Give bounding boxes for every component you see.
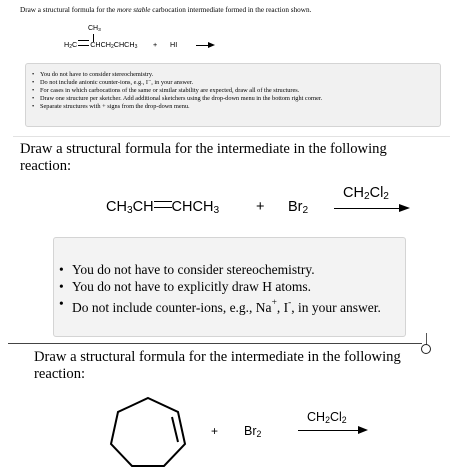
q1-methyl-label: $CH_3$ [88, 25, 101, 33]
q2-heading: Draw a structural formula for the intermediate in the following reaction: [20, 141, 387, 174]
q1-note-4: • Draw one structure per sketcher. Add additional sketchers using the drop-down menu in the bottom right corner. [40, 95, 440, 103]
q1-note-3: • For cases in which carbocations of the same or similar stability are expected, draw all of the structures. [40, 87, 440, 95]
q2-reaction-arrow [334, 208, 400, 209]
q3-plus: + [211, 424, 219, 438]
q1-reagent: HI [170, 40, 178, 49]
q3-solvent: $CH_2Cl_2$ [307, 410, 347, 425]
q2-instructions-box [53, 237, 406, 337]
q1-plus: + [153, 40, 158, 49]
q1-prompt: Draw a structural formula for the more stable carbocation intermediate formed in the reaction shown. [20, 6, 312, 14]
q2-note-3: • Do not include counter-ions, e.g., Na+, I-, in your answer. [72, 295, 405, 316]
q2-reagent: $Br_2$ [288, 199, 309, 217]
q3-reagent: $Br_2$ [244, 424, 262, 439]
q2-solvent: $CH_2Cl_2$ [343, 185, 389, 203]
q2-plus: + [256, 199, 265, 215]
q1-reactant: $H_2C$ $CHCH_2CHCH_3$ [64, 40, 138, 51]
separator-1 [13, 136, 450, 137]
cycloheptene-structure [108, 394, 188, 469]
q1-instructions-box [25, 63, 441, 127]
separator-2 [8, 343, 422, 344]
q1-note-1: • You do not have to consider stereochemistry. [40, 71, 440, 79]
q1-note-5: • Separate structures with + signs from the drop-down menu. [40, 103, 440, 111]
q2-note-2: • You do not have to explicitly draw H atoms. [72, 278, 405, 295]
q3-arrowhead [358, 426, 368, 434]
q1-note-2: • Do not include anionic counter-ions, e.g., I⁻, in your answer. [40, 79, 440, 87]
q3-reaction-arrow [298, 430, 360, 431]
q3-heading: Draw a structural formula for the intermediate in the following reaction: [34, 349, 401, 382]
splitter-handle[interactable] [421, 344, 431, 354]
q1-arrowhead [208, 42, 215, 48]
q2-reactant: $CH_3CH$ $CHCH_3$ [106, 199, 220, 217]
q2-arrowhead [399, 204, 410, 212]
q2-note-1: • You do not have to consider stereochemistry. [72, 261, 405, 278]
